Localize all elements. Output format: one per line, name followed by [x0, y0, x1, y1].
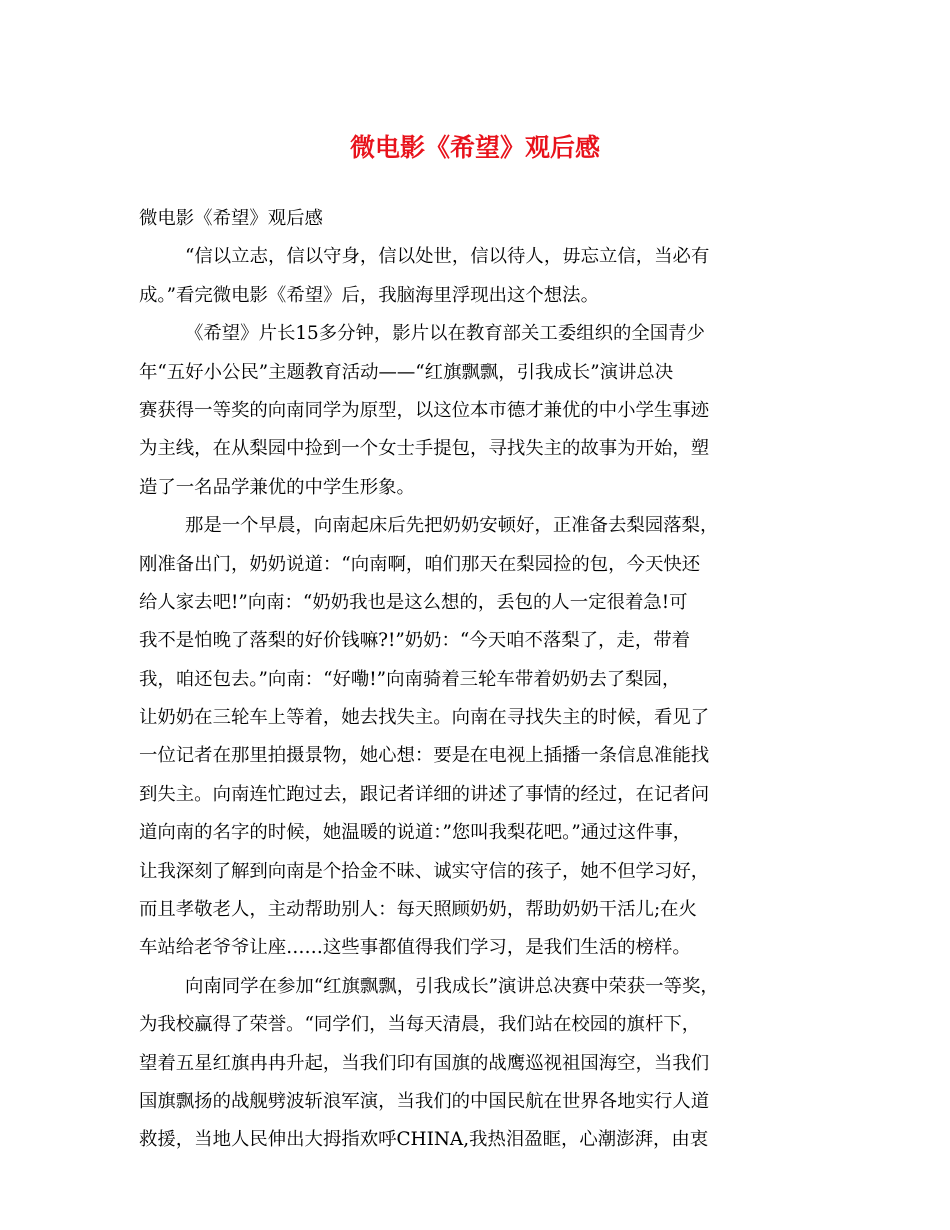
body-line: 而且孝敬老人，主动帮助别人：每天照顾奶奶，帮助奶奶干活儿;在火: [139, 899, 697, 921]
body-line: 一位记者在那里拍摄景物，她心想：要是在电视上插播一条信息准能找: [139, 745, 710, 767]
body-line: 救援，当地人民伸出大拇指欢呼CHINA,我热泪盈眶，心潮澎湃，由衷: [139, 1129, 709, 1151]
body-line: “信以立志，信以守身，信以处世，信以待人，毋忘立信，当必有: [185, 246, 710, 268]
body-line: 赛获得一等奖的向南同学为原型，以这位本市德才兼优的中小学生事迹: [139, 399, 710, 421]
body-line: 我，咱还包去。”向南：“好嘞!”向南骑着三轮车带着奶奶去了梨园，: [139, 668, 681, 690]
body-line: 成。”看完微电影《希望》后，我脑海里浮现出这个想法。: [139, 284, 599, 306]
body-line: 年“五好小公民”主题教育活动——“红旗飘飘，引我成长”演讲总决: [139, 361, 674, 383]
body-line: 让奶奶在三轮车上等着，她去找失主。向南在寻找失主的时候，看见了: [139, 707, 710, 729]
body-line: 到失主。向南连忙跑过去，跟记者详细的讲述了事情的经过，在记者问: [139, 783, 710, 805]
body-line: 给人家去吧!”向南：“奶奶我也是这么想的，丢包的人一定很着急!可: [139, 591, 688, 613]
body-line: 为主线，在从梨园中捡到一个女士手提包，寻找失主的故事为开始，塑: [139, 438, 710, 460]
body-line: 国旗飘扬的战舰劈波斩浪军演，当我们的中国民航在世界各地实行人道: [139, 1090, 710, 1112]
body-line: 向南同学在参加“红旗飘飘，引我成长”演讲总决赛中荣获一等奖，: [185, 975, 719, 997]
body-line: 望着五星红旗冉冉升起，当我们印有国旗的战鹰巡视祖国海空，当我们: [139, 1052, 710, 1074]
body-line: 我不是怕晚了落梨的好价钱嘛?!”奶奶：“今天咱不落梨了，走，带着: [139, 630, 690, 652]
body-line: 为我校赢得了荣誉。“同学们，当每天清晨，我们站在校园的旗杆下，: [139, 1014, 701, 1036]
body-line: 刚准备出门，奶奶说道：“向南啊，咱们那天在梨园捡的包，今天快还: [139, 553, 701, 575]
body-line: 微电影《希望》观后感: [139, 208, 323, 229]
body-line: 让我深刻了解到向南是个拾金不昧、诚实守信的孩子，她不但学习好，: [139, 860, 710, 882]
body-line: 道向南的名字的时候，她温暖的说道：”您叫我梨花吧。”通过这件事，: [139, 822, 692, 844]
body-line: 《希望》片长15多分钟，影片以在教育部关工委组织的全国青少: [185, 323, 705, 345]
document-title: 微电影《希望》观后感: [349, 133, 600, 162]
body-line: 车站给老爷爷让座……这些事都值得我们学习，是我们生活的榜样。: [139, 937, 691, 959]
document-body: [139, 200, 827, 1160]
body-line: 那是一个早晨，向南起床后先把奶奶安顿好，正准备去梨园落梨，: [185, 515, 719, 537]
body-line: 造了一名品学兼优的中学生形象。: [139, 476, 415, 498]
